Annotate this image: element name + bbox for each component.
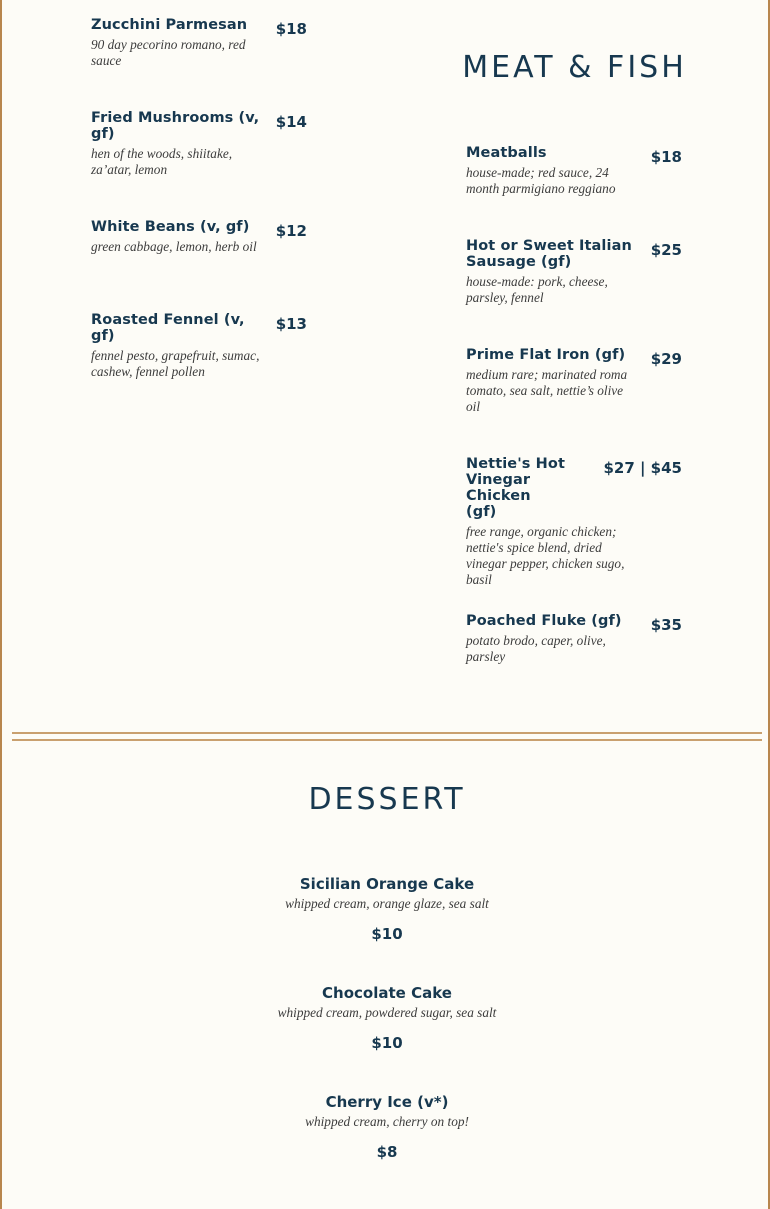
item-description: whipped cream, cherry on top!: [305, 1114, 469, 1129]
dessert-item: [2, 984, 770, 1052]
item-price: $29: [650, 350, 682, 368]
item-name: Zucchini Parmesan: [91, 17, 248, 33]
item-description: free range, organic chicken; nettie's spice blend, dried vinegar pepper, chicken sugo, basil: [466, 524, 625, 587]
item-name: Chocolate Cake: [322, 984, 452, 1002]
item-description: house-made: pork, cheese, parsley, fennel: [466, 274, 608, 305]
item-description: house-made; red sauce, 24 month parmigiano reggiano: [466, 165, 616, 196]
item-description: green cabbage, lemon, herb oil: [91, 239, 257, 254]
item-name: Cherry Ice (v*): [325, 1093, 449, 1111]
item-description: potato brodo, caper, olive, parsley: [466, 633, 606, 664]
item-price: $27 | $45: [603, 459, 682, 477]
item-description: 90 day pecorino romano, red sauce: [91, 37, 246, 68]
item-price: $18: [275, 20, 307, 38]
item-name: Sicilian Orange Cake: [299, 875, 475, 893]
item-price: $13: [275, 315, 307, 333]
item-price: $14: [275, 113, 307, 131]
item-price: $10: [371, 1034, 403, 1052]
item-price: $25: [650, 241, 682, 259]
dessert-item: [2, 875, 770, 943]
item-price: $12: [275, 222, 307, 240]
section-title-meat-fish: MEAT & FISH: [462, 50, 687, 85]
divider-bottom: [12, 739, 762, 741]
item-name: Fried Mushrooms (v, gf): [91, 110, 260, 142]
item-description: whipped cream, orange glaze, sea salt: [285, 896, 489, 911]
item-description: hen of the woods, shiitake, za’atar, lemon: [91, 146, 233, 177]
item-price: $35: [650, 616, 682, 634]
item-name: Prime Flat Iron (gf): [466, 347, 626, 363]
item-description: fennel pesto, grapefruit, sumac, cashew, fennel pollen: [91, 348, 260, 379]
dessert-item: [2, 1093, 770, 1161]
item-name: Nettie's Hot Vinegar Chicken (gf): [466, 456, 565, 520]
divider-top: [12, 732, 762, 734]
menu-item: [91, 312, 263, 380]
section-title-dessert: DESSERT: [308, 782, 466, 817]
item-price: $10: [371, 925, 403, 943]
menu-item: [91, 219, 261, 255]
item-name: Roasted Fennel (v, gf): [91, 312, 245, 344]
menu-item: [91, 17, 261, 69]
item-name: White Beans (v, gf): [91, 219, 250, 235]
item-price: $8: [376, 1143, 398, 1161]
menu-item: [91, 110, 261, 178]
item-name: Meatballs: [466, 145, 547, 161]
item-description: medium rare; marinated roma tomato, sea salt, nettie’s olive oil: [466, 367, 628, 414]
item-name: Poached Fluke (gf): [466, 613, 622, 629]
item-description: whipped cream, powdered sugar, sea salt: [277, 1005, 497, 1020]
item-name: Hot or Sweet Italian Sausage (gf): [466, 238, 632, 270]
item-price: $18: [650, 148, 682, 166]
